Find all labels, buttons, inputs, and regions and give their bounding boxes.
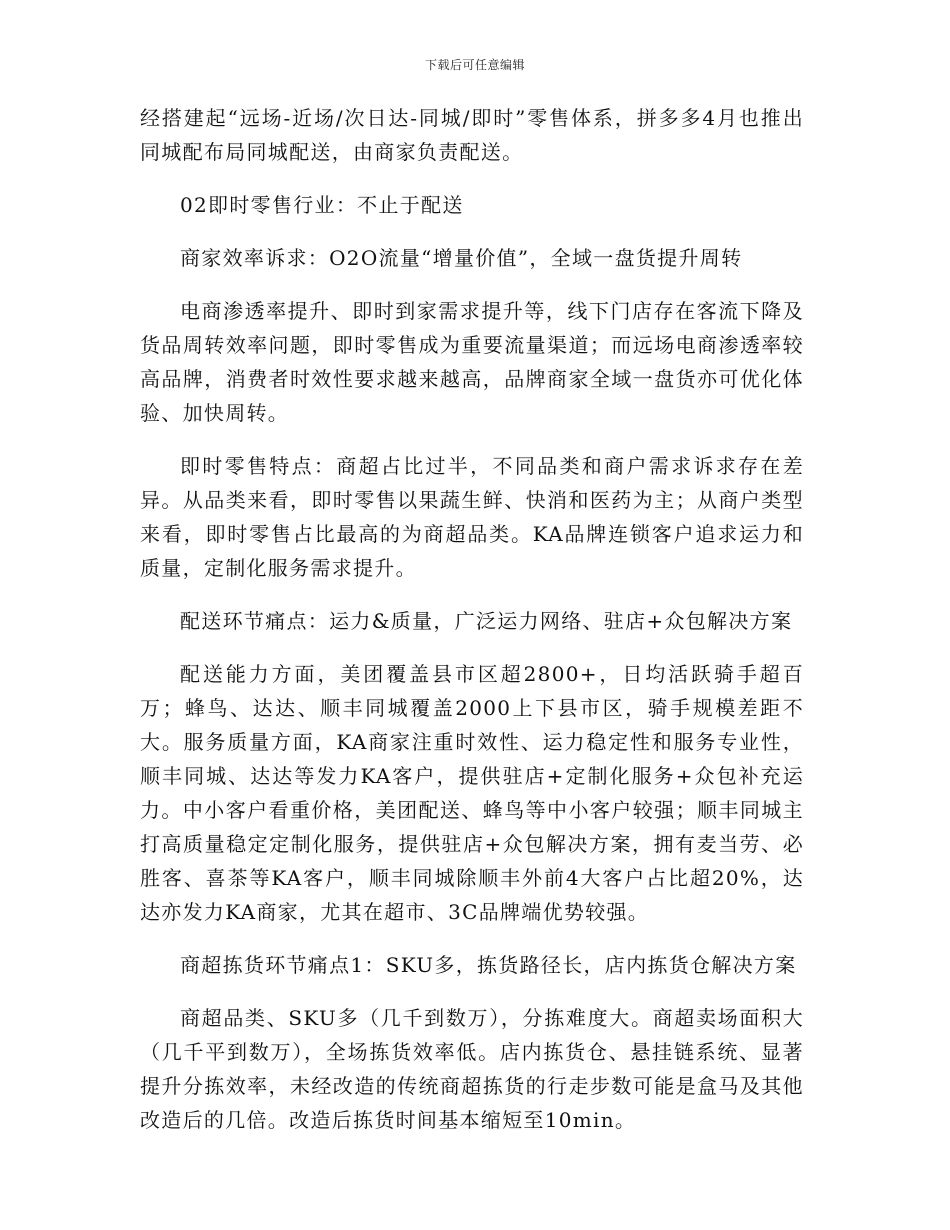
subheading-picking-pain-point: 商超拣货环节痛点1：SKU多，拣货路径长，店内拣货仓解决方案 <box>180 953 797 977</box>
page-header: 下载后可任意编辑 <box>424 58 525 72</box>
subheading-delivery-pain-points: 配送环节痛点：运力&质量，广泛运力网络、驻店+众包解决方案 <box>180 609 793 633</box>
section-heading-instant-retail: 02即时零售行业：不止于配送 <box>180 193 464 217</box>
paragraph-continuation: 经搭建起“远场-近场/次日达-同城/即时”零售体系，拼多多4月也推出同城配布局同城配送，由商家负责配送。 <box>140 106 804 164</box>
paragraph-supermarket-picking: 商超品类、SKU多（几千到数万），分拣难度大。商超卖场面积大（几千平到数万），全场拣货效率低。店内拣货仓、悬挂链系统、显著提升分拣效率，未经改造的传统商超拣货的行走步数可能是盒马及其他改造后的几倍。改造后拣货时间基本缩短至10min。 <box>140 1006 804 1132</box>
paragraph-ecommerce-penetration: 电商渗透率提升、即时到家需求提升等，线下门店存在客流下降及货品周转效率问题，即时零售成为重要流量渠道；而远场电商渗透率较高品牌，消费者时效性要求越来越高，品牌商家全域一盘货亦可优化体验、加快周转。 <box>140 299 804 425</box>
paragraph-delivery-capacity: 配送能力方面，美团覆盖县市区超2800+，日均活跃骑手超百万；蜂鸟、达达、顺丰同城覆盖2000上下县市区，骑手规模差距不大。服务质量方面，KA商家注重时效性、运力稳定性和服务专业性，顺丰同城、达达等发力KA客户，提供驻店+定制化服务+众包补充运力。中小客户看重价格，美团配送、蜂鸟等中小客户较强；顺丰同城主打高质量稳定定制化服务，提供驻店+众包解决方案，拥有麦当劳、必胜客、喜茶等KA客户，顺丰同城除顺丰外前4大客户占比超20%，达达亦发力KA商家，尤其在超市、3C品牌端优势较强。 <box>140 662 804 924</box>
document-body <box>140 101 804 1156</box>
subheading-merchant-efficiency: 商家效率诉求：O2O流量“增量价值”，全域一盘货提升周转 <box>180 246 743 270</box>
paragraph-instant-retail-features: 即时零售特点：商超占比过半，不同品类和商户需求诉求存在差异。从品类来看，即时零售以果蔬生鲜、快消和医药为主；从商户类型来看，即时零售占比最高的为商超品类。KA品牌连锁客户追求运力和质量，定制化服务需求提升。 <box>140 454 804 580</box>
